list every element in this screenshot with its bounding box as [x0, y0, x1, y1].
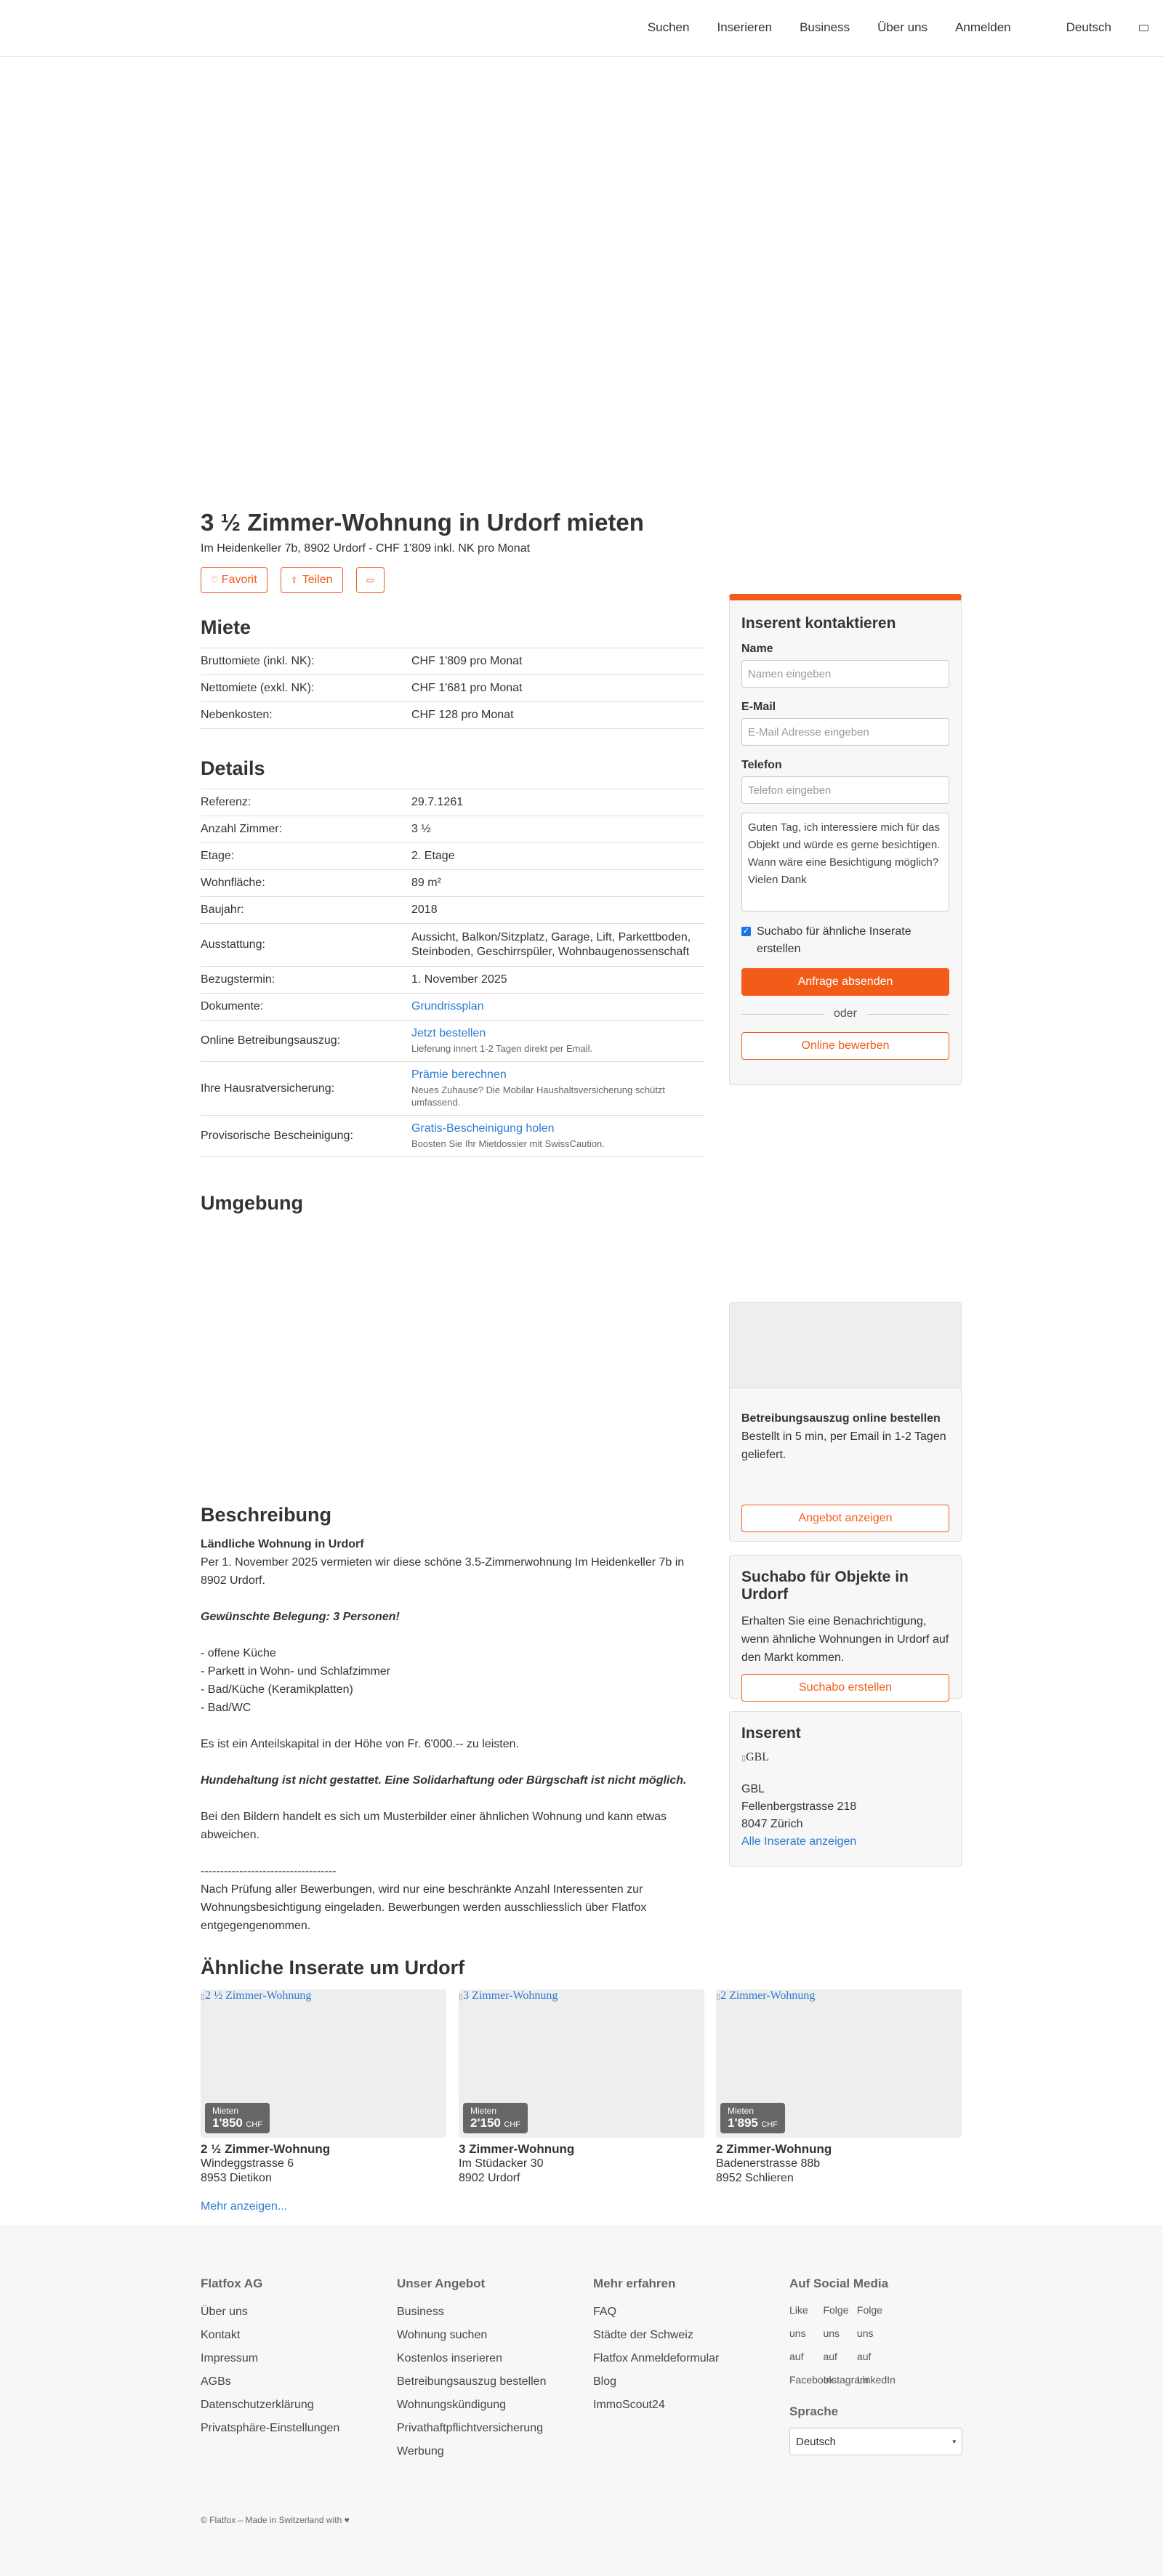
phone-input[interactable]: Telefon eingeben	[741, 776, 949, 804]
listing-image[interactable]	[201, 1989, 446, 2138]
footer-link[interactable]: Wohnungskündigung	[397, 2399, 507, 2411]
favorite-button[interactable]	[201, 567, 267, 593]
nav-language[interactable]	[1039, 20, 1148, 35]
detail-key: Ihre Hausratversicherung:	[201, 1062, 411, 1116]
similar-street: Badenerstrasse 88b	[716, 2157, 821, 2170]
details-section	[201, 757, 705, 1157]
share-icon: ⇪	[290, 575, 298, 585]
footer-link[interactable]: Flatfox Anmeldeformular	[593, 2352, 720, 2364]
description-process: Nach Prüfung aller Bewerbungen, wird nur eine beschränkte Anzahl Interessenten zur Wohnungsbesichtigung eingeladen. Bewerbungen werden ausschliesslich über Flatfox entgegengenommen.	[201, 1883, 647, 1932]
social-alt-word: LinkedIn	[856, 2374, 896, 2386]
promo-text: Bestellt in 5 min, per Email in 1-2 Tagen geliefert.	[741, 1430, 946, 1461]
detail-value: 2. Etage	[411, 843, 705, 870]
footer-link[interactable]: Kostenlos inserieren	[397, 2352, 502, 2364]
description-intro: Per 1. November 2025 vermieten wir diese schöne 3.5-Zimmerwohnung Im Heidenkeller 7b in 8902 Urdorf.	[201, 1556, 685, 1587]
table-row	[201, 994, 705, 1021]
insurance-link[interactable]: Prämie berechnen	[411, 1068, 507, 1081]
promo-image	[730, 1303, 961, 1388]
detail-key: Online Betreibungsauszug:	[201, 1021, 411, 1062]
broken-image-icon: ▯	[716, 1992, 721, 2001]
floorplan-link[interactable]: Grundrissplan	[411, 1000, 484, 1013]
checkbox-checked-icon[interactable]: ✓	[742, 927, 750, 935]
footer-heading: Auf Social Media	[789, 2277, 889, 2290]
social-alt-word: Folge	[823, 2304, 849, 2316]
description-capital: Es ist ein Anteilskapital in der Höhe von Fr. 6'000.-- zu leisten.	[201, 1738, 519, 1750]
footer-heading: Flatfox AG	[201, 2277, 263, 2290]
detail-key: Ausstattung:	[201, 924, 411, 967]
rent-key: Nettomiete (exkl. NK):	[201, 675, 411, 702]
detail-key: Provisorische Bescheinigung:	[201, 1116, 411, 1157]
deposit-link[interactable]: Gratis-Bescheinigung holen	[411, 1122, 555, 1135]
surroundings-section	[201, 1192, 705, 1498]
detail-value: Aussicht, Balkon/Sitzplatz, Garage, Lift, Parkettboden, Steinboden, Geschirrspüler, Wohnbaugenossenschaft	[411, 924, 705, 967]
detail-value	[411, 994, 705, 1021]
social-alt-word: Facebook	[789, 2374, 834, 2386]
debt-record-promo-card	[729, 1302, 962, 1542]
create-searchabo-button[interactable]: Suchabo erstellen	[741, 1674, 949, 1702]
social-alt-word: auf	[823, 2351, 837, 2362]
table-row	[201, 1062, 705, 1116]
social-links	[789, 2298, 962, 2391]
footer-heading: Unser Angebot	[397, 2277, 486, 2290]
social-alt-word: Like	[789, 2304, 808, 2316]
social-alt-word: uns	[856, 2327, 874, 2339]
price-currency: CHF	[761, 2120, 778, 2129]
facebook-icon[interactable]	[789, 2298, 834, 2391]
advertiser-name: GBL	[741, 1783, 765, 1795]
rent-table	[201, 648, 705, 729]
table-row	[201, 843, 705, 870]
description-occupancy: Gewünschte Belegung: 3 Personen!	[201, 1611, 400, 1623]
listing-image[interactable]	[459, 1989, 704, 2138]
instagram-icon[interactable]	[823, 2298, 869, 2391]
detail-value	[411, 1116, 705, 1157]
footer-link[interactable]: Impressum	[201, 2352, 259, 2364]
searchabo-text: Erhalten Sie eine Benachrichtigung, wenn ähnliche Wohnungen in Urdorf auf den Markt kommen.	[741, 1615, 949, 1664]
advertiser-city: 8047 Zürich	[741, 1818, 803, 1830]
social-alt-word: Instagram	[823, 2374, 869, 2386]
footer-link[interactable]: Privatsphäre-Einstellungen	[201, 2422, 340, 2434]
table-row	[201, 924, 705, 967]
similar-listing-card[interactable]	[459, 1989, 704, 2186]
listing-image-alt-text: 3 Zimmer-Wohnung	[463, 1989, 558, 2002]
footer-link[interactable]: Kontakt	[201, 2329, 241, 2341]
detail-value: 29.7.1261	[411, 789, 705, 816]
share-button[interactable]	[281, 567, 343, 593]
detail-key: Bezugstermin:	[201, 967, 411, 994]
map-area[interactable]	[201, 1222, 705, 1498]
detail-value: 1. November 2025	[411, 967, 705, 994]
copyright: © Flatfox – Made in Switzerland with ♥	[201, 2515, 350, 2525]
name-label: Name	[741, 643, 773, 655]
nav-anmelden[interactable]: Anmelden	[955, 20, 1011, 34]
footer-link[interactable]: Blog	[593, 2375, 617, 2388]
show-offer-button[interactable]: Angebot anzeigen	[741, 1505, 949, 1532]
table-row	[201, 789, 705, 816]
description-pets: Hundehaltung ist nicht gestattet. Eine Solidarhaftung oder Bürgschaft ist nicht möglich.	[201, 1774, 687, 1787]
main-nav	[620, 20, 1148, 35]
listing-header	[201, 509, 962, 593]
similar-city: 8953 Dietikon	[201, 2172, 272, 2184]
print-icon: ▭	[366, 575, 374, 585]
description-heading: Beschreibung	[201, 1504, 332, 1526]
footer-col-company	[201, 2277, 339, 2445]
similar-street: Im Stüdacker 30	[459, 2157, 544, 2170]
phone-label: Telefon	[741, 759, 782, 771]
table-row	[201, 1116, 705, 1157]
table-row	[201, 870, 705, 897]
footer-col-social	[789, 2277, 962, 2455]
price-tag-label: Mieten	[728, 2106, 754, 2116]
footer-heading: Sprache	[789, 2404, 839, 2418]
footer-heading: Mehr erfahren	[593, 2277, 676, 2290]
price-currency: CHF	[504, 2120, 520, 2129]
footer-col-offer	[397, 2277, 546, 2468]
searchabo-checkbox-row[interactable]	[741, 923, 949, 958]
rent-heading: Miete	[201, 616, 251, 638]
all-listings-link[interactable]: Alle Inserate anzeigen	[741, 1835, 857, 1848]
insurance-note: Neues Zuhause? Die Mobilar Haushaltsversicherung schützt umfassend.	[411, 1084, 666, 1108]
listing-image-alt	[201, 1989, 311, 2003]
footer-link[interactable]: Datenschutzerklärung	[201, 2399, 314, 2411]
advertiser-street: Fellenbergstrasse 218	[741, 1800, 857, 1813]
language-select[interactable]	[789, 2428, 962, 2455]
similar-heading: Ähnliche Inserate um Urdorf	[201, 1957, 465, 1979]
footer-link[interactable]: Werbung	[397, 2445, 444, 2458]
listing-actions	[201, 567, 962, 593]
contact-form-card	[729, 594, 962, 1085]
table-row	[201, 967, 705, 994]
detail-key: Wohnfläche:	[201, 870, 411, 897]
price-value: 2'150	[470, 2116, 501, 2130]
advertiser-logo	[741, 1751, 949, 1764]
surroundings-heading: Umgebung	[201, 1192, 303, 1214]
feature-item: - Parkett in Wohn- und Schlafzimmer	[201, 1665, 391, 1678]
nav-ueber-uns[interactable]: Über uns	[877, 20, 928, 34]
print-button[interactable]	[356, 567, 385, 593]
language-icon	[1139, 25, 1148, 31]
price-currency: CHF	[246, 2120, 262, 2129]
caret-down-icon: ▾	[952, 2437, 956, 2445]
similar-city: 8902 Urdorf	[459, 2172, 520, 2184]
nav-suchen[interactable]: Suchen	[647, 20, 690, 34]
feature-item: - Bad/WC	[201, 1702, 251, 1714]
searchabo-checkbox-label: Suchabo für ähnliche Inserate erstellen	[757, 925, 912, 955]
promo-body	[730, 1388, 961, 1532]
description-title: Ländliche Wohnung in Urdorf	[201, 1538, 364, 1550]
table-row	[201, 648, 705, 675]
similar-listing-card[interactable]	[201, 1989, 446, 2186]
listing-subtitle: Im Heidenkeller 7b, 8902 Urdorf - CHF 1'809 inkl. NK pro Monat	[201, 542, 531, 555]
table-row	[201, 1021, 705, 1062]
searchabo-card	[729, 1555, 962, 1699]
or-divider	[741, 1007, 949, 1021]
contact-heading: Inserent kontaktieren	[741, 615, 896, 632]
social-alt-word: auf	[789, 2351, 804, 2362]
rent-value: CHF 1'681 pro Monat	[411, 675, 705, 702]
footer-link[interactable]: Über uns	[201, 2306, 248, 2318]
table-row	[201, 675, 705, 702]
detail-value	[411, 1062, 705, 1116]
favorite-label: Favorit	[221, 573, 257, 586]
description-body	[201, 1535, 705, 1935]
advertiser-card	[729, 1711, 962, 1867]
listing-image-alt-text: 2 Zimmer-Wohnung	[720, 1989, 816, 2002]
searchabo-heading: Suchabo für Objekte in Urdorf	[741, 1569, 909, 1603]
nav-inserieren[interactable]: Inserieren	[717, 20, 773, 34]
table-row	[201, 897, 705, 924]
feature-item: - Bad/Küche (Keramikplatten)	[201, 1683, 353, 1696]
footer-link[interactable]: FAQ	[593, 2306, 617, 2318]
description-section	[201, 1504, 705, 1935]
listing-image[interactable]	[716, 1989, 962, 2138]
email-input[interactable]: E-Mail Adresse eingeben	[741, 718, 949, 746]
footer-link[interactable]: Privathaftpflichtversicherung	[397, 2422, 543, 2434]
footer-link[interactable]: Business	[397, 2306, 444, 2318]
feature-item: - offene Küche	[201, 1647, 276, 1659]
price-tag	[720, 2103, 785, 2133]
similar-listing-card[interactable]	[716, 1989, 962, 2186]
footer-link[interactable]: Betreibungsauszug bestellen	[397, 2375, 547, 2388]
or-label: oder	[833, 1007, 858, 1020]
debt-record-link[interactable]: Jetzt bestellen	[411, 1027, 486, 1039]
linkedin-icon[interactable]	[856, 2298, 896, 2391]
detail-value	[411, 1021, 705, 1062]
nav-business[interactable]: Business	[800, 20, 850, 34]
detail-key: Anzahl Zimmer:	[201, 816, 411, 843]
social-alt-word: Folge	[856, 2304, 882, 2316]
similar-title: 2 ½ Zimmer-Wohnung	[201, 2142, 331, 2156]
listing-image-alt-text: 2 ½ Zimmer-Wohnung	[205, 1989, 312, 2002]
description-images: Bei den Bildern handelt es sich um Musterbilder einer ähnlichen Wohnung und kann etwas abweichen.	[201, 1811, 667, 1841]
similar-city: 8952 Schlieren	[716, 2172, 794, 2184]
share-label: Teilen	[302, 573, 333, 586]
broken-image-icon: ▯	[741, 1754, 747, 1763]
details-table	[201, 789, 705, 1157]
price-tag	[205, 2103, 270, 2133]
top-navigation-bar	[0, 0, 1163, 57]
detail-key: Dokumente:	[201, 994, 411, 1021]
debt-record-note: Lieferung innert 1-2 Tagen direkt per Email.	[411, 1043, 593, 1054]
name-input[interactable]: Namen eingeben	[741, 660, 949, 688]
advertiser-logo-alt: GBL	[746, 1751, 770, 1763]
table-row	[201, 816, 705, 843]
submit-request-button[interactable]: Anfrage absenden	[741, 968, 949, 996]
detail-key: Baujahr:	[201, 897, 411, 924]
footer-link[interactable]: AGBs	[201, 2375, 231, 2388]
social-alt-word: uns	[789, 2327, 806, 2339]
details-heading: Details	[201, 757, 265, 779]
broken-image-icon: ▯	[459, 1992, 464, 2001]
detail-value: 3 ½	[411, 816, 705, 843]
similar-street: Windeggstrasse 6	[201, 2157, 294, 2170]
language-label: Deutsch	[1066, 20, 1111, 34]
rent-key: Bruttomiete (inkl. NK):	[201, 648, 411, 675]
show-more-link[interactable]: Mehr anzeigen...	[201, 2200, 288, 2213]
table-row	[201, 702, 705, 729]
price-value: 1'850	[212, 2116, 243, 2130]
similar-title: 3 Zimmer-Wohnung	[459, 2142, 575, 2156]
message-textarea[interactable]: Guten Tag, ich interessiere mich für das Objekt und würde es gerne besichtigen. Wann wäre eine Besichtigung möglich? Vielen Dank	[741, 813, 949, 911]
footer-link[interactable]: Städte der Schweiz	[593, 2329, 693, 2341]
price-tag	[463, 2103, 528, 2133]
detail-key: Etage:	[201, 843, 411, 870]
similar-title: 2 Zimmer-Wohnung	[716, 2142, 832, 2156]
price-tag-label: Mieten	[212, 2106, 239, 2116]
rent-value: CHF 1'809 pro Monat	[411, 648, 705, 675]
detail-value: 2018	[411, 897, 705, 924]
footer-col-learn	[593, 2277, 719, 2422]
price-tag-label: Mieten	[470, 2106, 497, 2116]
listing-image-alt	[716, 1989, 815, 2003]
heart-icon: ♡	[211, 575, 219, 585]
deposit-note: Boosten Sie Ihr Mietdossier mit SwissCaution.	[411, 1138, 605, 1149]
image-gallery[interactable]	[0, 57, 1163, 494]
page-title: 3 ½ Zimmer-Wohnung in Urdorf mieten	[201, 509, 644, 536]
footer-link[interactable]: ImmoScout24	[593, 2399, 665, 2411]
footer	[0, 2226, 1163, 2576]
detail-value: 89 m²	[411, 870, 705, 897]
apply-online-button[interactable]: Online bewerben	[741, 1032, 949, 1060]
footer-link[interactable]: Wohnung suchen	[397, 2329, 488, 2341]
social-alt-word: auf	[856, 2351, 872, 2362]
price-value: 1'895	[728, 2116, 758, 2130]
similar-heading-wrap	[201, 1957, 962, 1979]
rent-key: Nebenkosten:	[201, 702, 411, 729]
rent-section	[201, 616, 705, 729]
detail-key: Referenz:	[201, 789, 411, 816]
listing-image-alt	[459, 1989, 558, 2003]
promo-title: Betreibungsauszug online bestellen	[741, 1412, 941, 1425]
language-select-value: Deutsch	[796, 2435, 837, 2448]
description-separator: -----------------------------------	[201, 1865, 337, 1877]
social-alt-word: uns	[823, 2327, 840, 2339]
broken-image-icon: ▯	[201, 1992, 206, 2001]
email-label: E-Mail	[741, 701, 776, 713]
rent-value: CHF 128 pro Monat	[411, 702, 705, 729]
advertiser-heading: Inserent	[741, 1725, 801, 1742]
